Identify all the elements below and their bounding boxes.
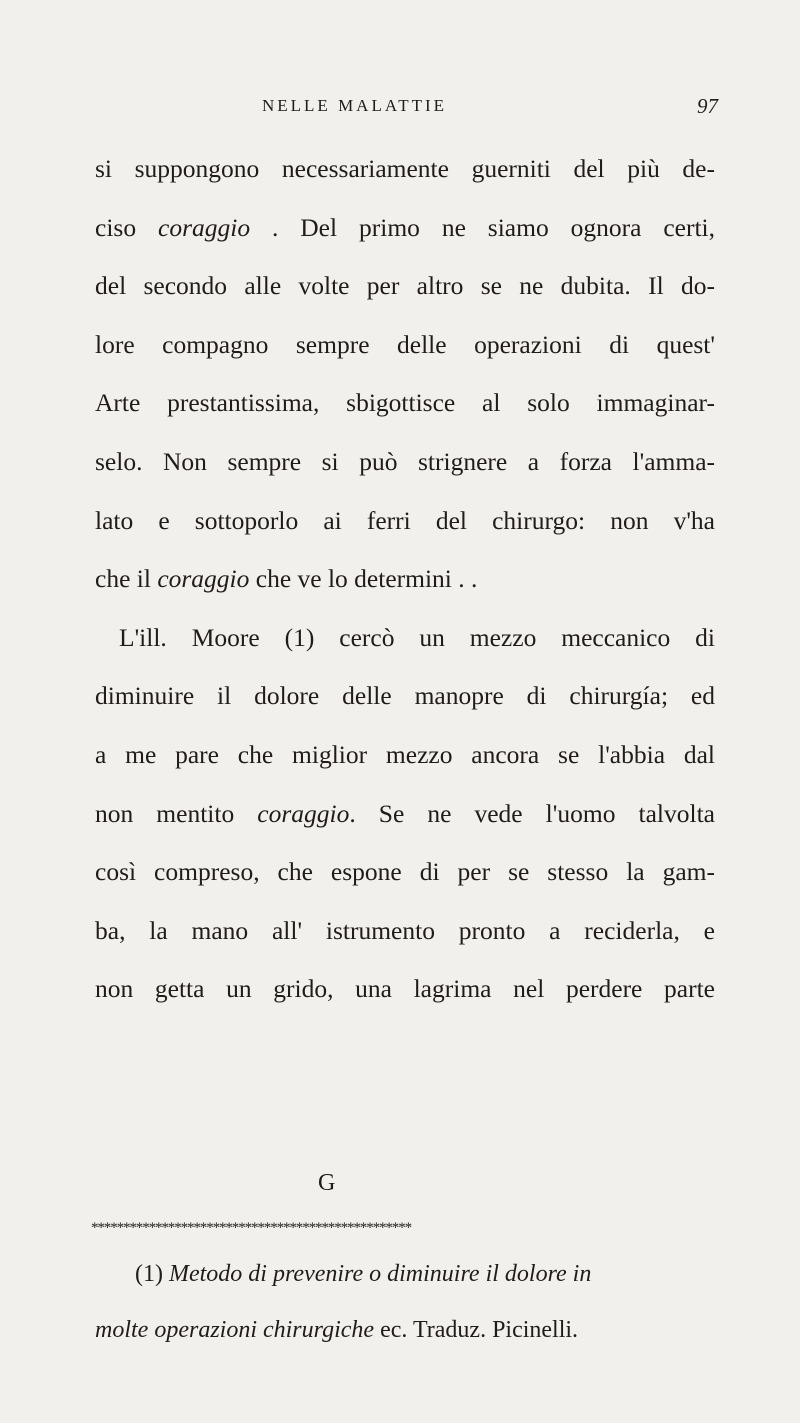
text-line <box>95 374 715 433</box>
italic-text: Metodo di prevenire o diminuire il dolore in <box>168 1261 592 1287</box>
text-line <box>95 199 715 258</box>
text-line <box>95 140 715 199</box>
signature-mark: G <box>318 1170 336 1196</box>
text-run: si suppongono necessariamente guerniti del più de- <box>95 154 715 183</box>
italic-text: coraggio <box>158 212 251 242</box>
text-run: . Se ne vede l'uomo talvolta <box>349 798 715 828</box>
page-number: 97 <box>697 94 718 118</box>
text-line <box>95 492 715 551</box>
text-line <box>95 785 715 844</box>
text-line <box>95 667 715 726</box>
footnote-line <box>95 1302 715 1358</box>
text-line <box>95 843 715 902</box>
text-run: . Del primo ne siamo ognora certi, <box>250 212 716 242</box>
body-text <box>95 140 715 1019</box>
text-run: selo. Non sempre si può strignere a forza l'amma- <box>95 446 715 476</box>
text-line <box>95 726 715 785</box>
running-head: NELLE MALATTIE <box>262 96 448 115</box>
text-run: a me pare che miglior mezzo ancora se l'abbia dal <box>95 739 715 769</box>
text-line <box>95 433 715 492</box>
italic-text: coraggio <box>157 564 250 594</box>
text-run: ba, la mano all' istrumento pronto a reciderla, e <box>95 915 715 945</box>
text-line <box>95 550 715 609</box>
text-run: ciso <box>95 212 158 242</box>
text-run: non getta un grido, una lagrima nel perdere parte <box>95 974 715 1004</box>
text-run: Arte prestantissima, sbigottisce al solo immaginar- <box>95 388 715 418</box>
italic-text: molte operazioni chirurgiche <box>95 1317 375 1343</box>
text-run: che il <box>95 564 158 594</box>
footnote <box>95 1246 715 1358</box>
text-run: non mentito <box>95 798 258 828</box>
text-run: lore compagno sempre delle operazioni di quest' <box>95 329 715 359</box>
text-run: che ve lo determini . . <box>249 564 478 594</box>
text-line <box>95 609 715 668</box>
text-line <box>95 257 715 316</box>
text-run: L'ill. Moore (1) cercò un mezzo meccanico di <box>119 622 715 652</box>
italic-text: coraggio <box>257 798 350 828</box>
page-header <box>0 96 800 126</box>
text-run: diminuire il dolore delle manopre di chirurgía; ed <box>95 681 715 711</box>
text-run: così compreso, che espone di per se stesso la gam- <box>95 857 715 887</box>
footnote-line <box>95 1246 715 1302</box>
text-line <box>95 902 715 961</box>
text-line <box>95 316 715 375</box>
text-run: (1) <box>135 1261 169 1287</box>
text-line <box>95 960 715 1019</box>
footnote-rule: ************************************************** <box>91 1220 412 1236</box>
text-run: lato e sottoporlo ai ferri del chirurgo: non v'ha <box>95 505 715 535</box>
text-run: ec. Traduz. Picinelli. <box>374 1317 579 1343</box>
text-run: del secondo alle volte per altro se ne dubita. Il do- <box>95 271 715 301</box>
